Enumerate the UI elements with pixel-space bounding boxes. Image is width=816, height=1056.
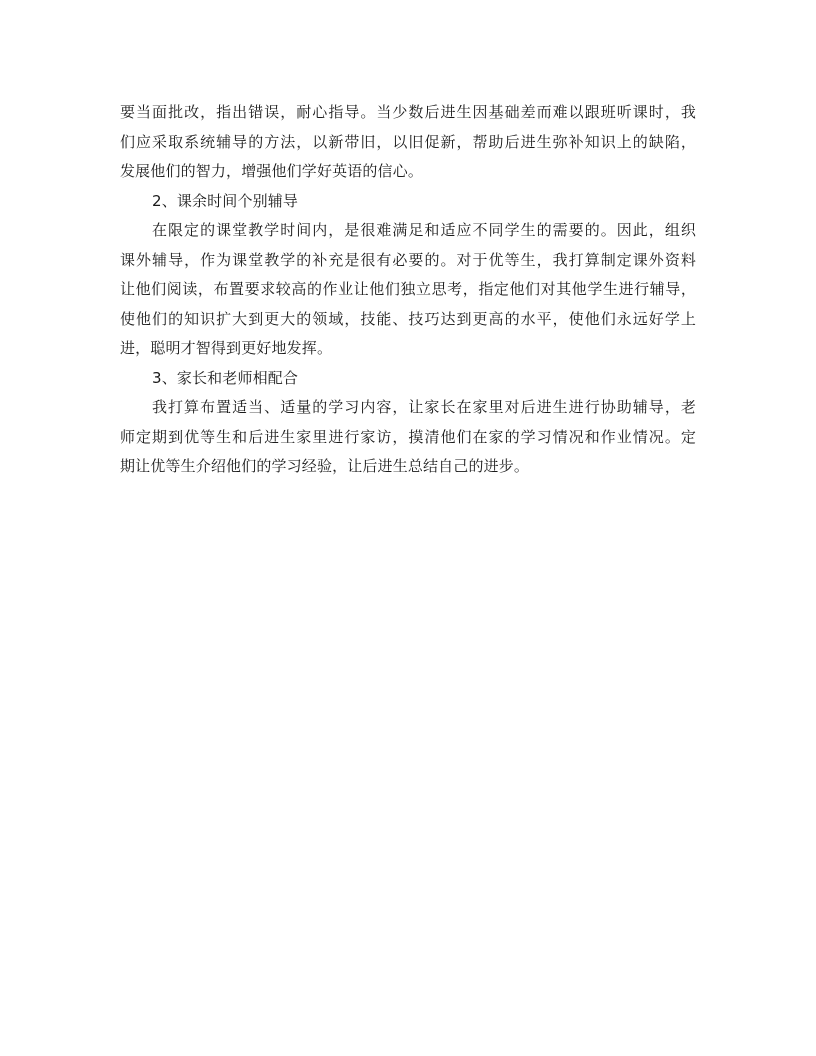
document-body — [120, 98, 696, 482]
section-heading-3: 3、家长和老师相配合 — [152, 368, 299, 387]
paragraph-5-line-1: 我打算布置适当、适量的学习内容，让家长在家里对后进生进行协助辅导，老 — [152, 398, 696, 416]
paragraph-3-line-4: 使他们的知识扩大到更大的领域，技能、技巧达到更高的水平，使他们永远好学上 — [120, 309, 696, 328]
paragraph-1-line-3: 发展他们的智力，增强他们学好英语的信心。 — [120, 162, 424, 180]
paragraph-3-line-3: 让他们阅读，布置要求较高的作业让他们独立思考，指定他们对其他学生进行辅导， — [120, 280, 696, 298]
paragraph-5-line-3: 期让优等生介绍他们的学习经验，让后进生总结自己的进步。 — [120, 457, 530, 475]
paragraph-3-line-5: 进，聪明才智得到更好地发挥。 — [120, 339, 333, 357]
section-heading-2: 2、课余时间个别辅导 — [152, 191, 299, 210]
paragraph-3-line-2: 课外辅导，作为课堂教学的补充是很有必要的。对于优等生，我打算制定课外资料 — [120, 250, 696, 269]
paragraph-1-line-1: 要当面批改，指出错误，耐心指导。当少数后进生因基础差而难以跟班听课时，我 — [120, 103, 696, 121]
paragraph-5-line-2: 师定期到优等生和后进生家里进行家访，摸清他们在家的学习情况和作业情况。定 — [120, 427, 696, 446]
paragraph-3-line-1: 在限定的课堂教学时间内，是很难满足和适应不同学生的需要的。因此，组织 — [152, 221, 696, 239]
paragraph-1-line-2: 们应采取系统辅导的方法，以新带旧，以旧促新，帮助后进生弥补知识上的缺陷， — [120, 132, 696, 151]
